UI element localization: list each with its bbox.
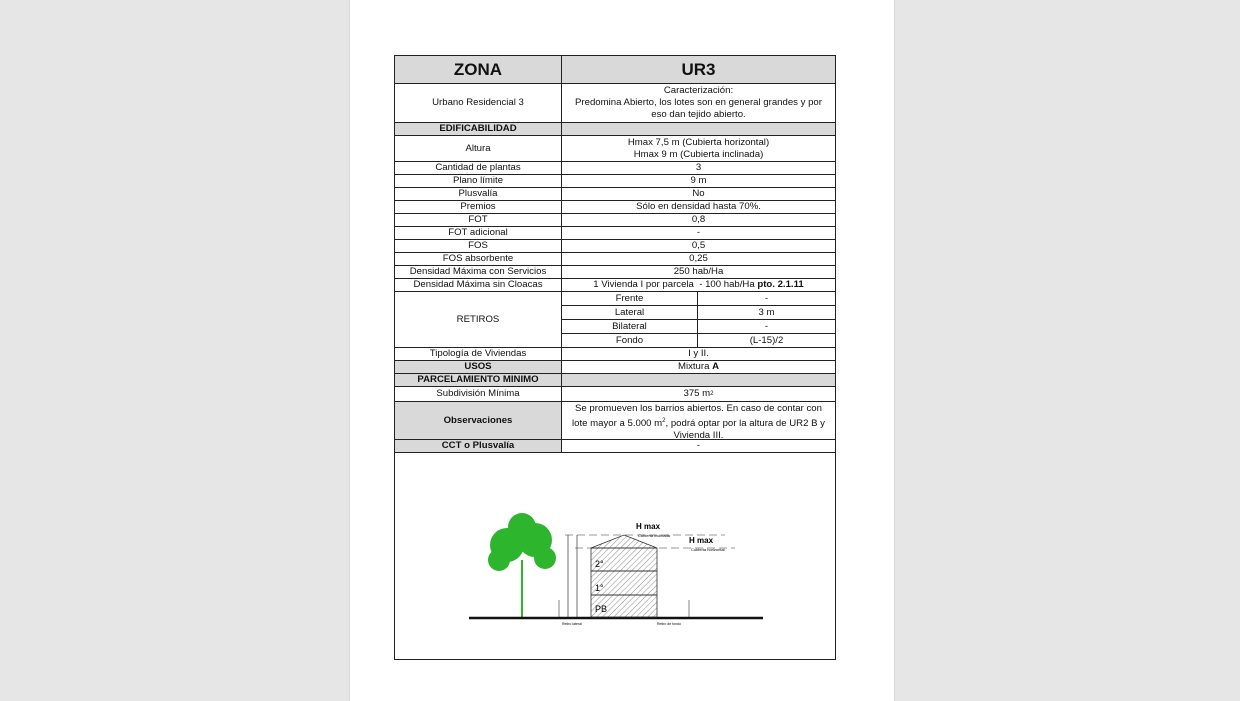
table-row (395, 387, 835, 402)
row-label: Observaciones (395, 402, 562, 439)
table-row (395, 279, 835, 292)
row-value: 0,8 (691, 214, 706, 225)
obs-text-1: Se promueven los barrios abiertos. En caso de contar con lote mayor a 5.000 m (572, 403, 822, 430)
section-usos (395, 361, 835, 374)
row-value: - (696, 227, 701, 238)
section-label: EDIFICABILIDAD (395, 123, 562, 135)
obs-text-2: , podrá optar por la altura de UR2 B y Vivienda III. (665, 418, 825, 442)
tree-icon (488, 513, 556, 617)
row-value: 3 (695, 162, 702, 173)
row-label: Densidad Máxima con Servicios (395, 266, 562, 278)
section-empty (562, 123, 835, 135)
retiros-sub-table (562, 292, 835, 347)
row-label: Tipología de Viviendas (395, 348, 562, 360)
retiro-value: - (764, 292, 769, 304)
retiros-row (395, 292, 835, 348)
table-row (395, 253, 835, 266)
retiro-name: Fondo (562, 334, 698, 347)
svg-text:PB: PB (595, 604, 608, 614)
table-row (395, 348, 835, 361)
section-empty (562, 374, 835, 386)
row-value: 9 m (690, 175, 707, 186)
row-value (562, 387, 835, 401)
row-label: Premios (395, 201, 562, 213)
usos-bold: A (712, 361, 720, 372)
row-label: FOT (395, 214, 562, 226)
usos-text: Mixtura (677, 361, 713, 372)
observaciones-row (395, 402, 835, 440)
table-row (395, 201, 835, 214)
retiro-lateral (562, 306, 835, 320)
retiro-name: Frente (562, 292, 698, 305)
svg-text:Retiro lateral: Retiro lateral (562, 622, 582, 626)
subdivision-value: 375 m (683, 388, 711, 399)
superscript: 2 (710, 391, 714, 397)
retiro-value: (L-15)/2 (749, 334, 784, 346)
zona-code: UR3 (681, 59, 716, 79)
section-edificabilidad (395, 123, 835, 136)
svg-text:H max: H max (689, 536, 714, 545)
svg-text:Cubierta inclinada: Cubierta inclinada (638, 533, 671, 538)
retiro-name: Bilateral (562, 320, 698, 333)
dens-cloacas-ref: pto. 2.1.11 (757, 279, 804, 290)
zona-label: ZONA (395, 56, 562, 83)
row-label: Densidad Máxima sin Cloacas (395, 279, 562, 291)
row-value: - (696, 440, 701, 451)
svg-text:1°: 1° (595, 583, 604, 593)
row-label: CCT o Plusvalía (395, 440, 562, 452)
retiro-value: 3 m (758, 306, 775, 318)
row-value (562, 402, 835, 442)
svg-text:2°: 2° (595, 559, 604, 569)
altura-value-2: Hmax 9 m (Cubierta inclinada) (633, 148, 764, 160)
table-row (395, 227, 835, 240)
row-value (562, 136, 835, 161)
row-value: Sólo en densidad hasta 70%. (636, 201, 761, 212)
row-value: 250 hab/Ha (673, 266, 724, 277)
row-label: Plano límite (395, 175, 562, 187)
row-value (562, 279, 835, 291)
zone-name: Urbano Residencial 3 (395, 84, 562, 122)
table-header (395, 56, 835, 84)
row-label: FOS absorbente (395, 253, 562, 265)
retiro-fondo (562, 334, 835, 347)
svg-text:Retiro de fondo: Retiro de fondo (657, 622, 681, 626)
retiro-bilateral (562, 320, 835, 334)
row-value: 0,25 (689, 253, 708, 264)
altura-value-1: Hmax 7,5 m (Cubierta horizontal) (627, 136, 770, 148)
table-row (395, 175, 835, 188)
superscript: 2 (662, 418, 666, 424)
table-row (395, 214, 835, 227)
intro-row (395, 84, 835, 123)
row-label: Subdivisión Mínima (395, 387, 562, 401)
table-row (395, 266, 835, 279)
table-row (395, 162, 835, 175)
row-label: Altura (395, 136, 562, 161)
row-value: I y II. (688, 348, 709, 359)
svg-text:H max: H max (636, 522, 661, 531)
dens-cloacas-text: 1 Vivienda I por parcela - 100 hab/Ha (593, 279, 758, 290)
retiro-name: Lateral (562, 306, 698, 319)
caracterizacion (562, 84, 835, 122)
row-label: Cantidad de plantas (395, 162, 562, 174)
row-label: FOT adicional (395, 227, 562, 239)
section-diagram-icon (395, 445, 837, 660)
retiro-frente (562, 292, 835, 306)
retiro-value: - (764, 320, 769, 332)
section-label: PARCELAMIENTO MINIMO (395, 374, 562, 386)
svg-text:Cubierta horizontal: Cubierta horizontal (691, 547, 725, 552)
building-section-drawing (394, 445, 836, 660)
row-label: FOS (395, 240, 562, 252)
table-row (395, 240, 835, 253)
caracterizacion-title: Caracterización: (663, 85, 734, 96)
table-row (395, 188, 835, 201)
usos-value (562, 361, 835, 373)
table-row (395, 136, 835, 162)
zoning-table (394, 55, 836, 453)
row-value: 0,5 (691, 240, 706, 251)
row-label: Plusvalía (395, 188, 562, 200)
section-parcelamiento (395, 374, 835, 387)
section-label: USOS (395, 361, 562, 373)
row-value: No (692, 188, 705, 199)
row-label: RETIROS (395, 292, 562, 347)
caracterizacion-text: Predomina Abierto, los lotes son en general grandes y por eso dan tejido abierto. (575, 97, 822, 120)
